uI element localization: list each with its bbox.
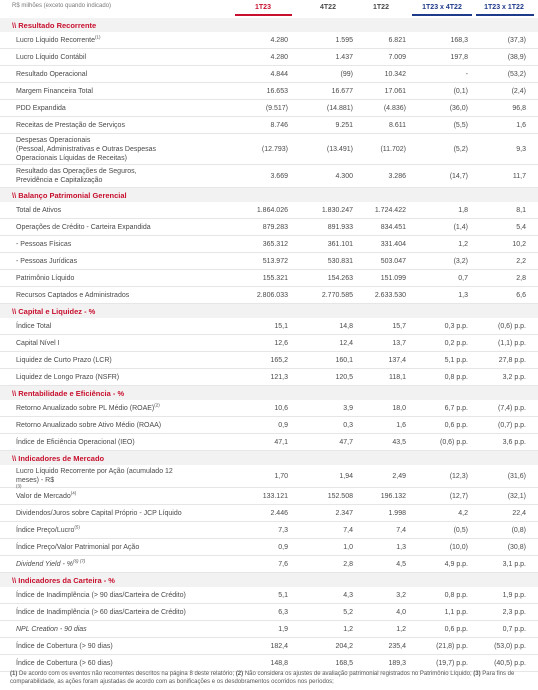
row-value: 13,7 — [392, 339, 406, 347]
row-label-text: Índice de Inadimplência (> 60 dias/Carteira de Crédito) — [16, 608, 186, 616]
row-value: 196.132 — [380, 492, 406, 500]
table-row — [0, 165, 538, 188]
row-value: 43,5 — [392, 438, 406, 446]
row-value: 8.611 — [389, 121, 406, 129]
row-value: 5,1 p.p. — [444, 356, 468, 364]
row-label — [16, 87, 93, 96]
row-value: 4,9 p.p. — [444, 560, 468, 568]
row-value: 365.312 — [262, 240, 288, 248]
table-row — [0, 318, 538, 335]
row-label — [16, 206, 61, 215]
row-label-text: Dividendos/Juros sobre Capital Próprio - JCP Líquido — [16, 509, 182, 517]
row-label — [16, 167, 137, 185]
table-row — [0, 32, 538, 49]
table-row — [0, 270, 538, 287]
row-value: 6,3 — [278, 608, 288, 616]
row-value: 16.677 — [331, 87, 353, 95]
row-value: 1,2 — [458, 240, 468, 248]
section-header — [0, 386, 538, 400]
row-value: (11.702) — [380, 145, 406, 153]
table-header — [0, 0, 538, 18]
row-value: 10,6 — [274, 404, 288, 412]
row-value: 0,7 — [458, 274, 468, 282]
row-value: (36,0) — [449, 104, 468, 112]
row-value: 2,8 — [343, 560, 353, 568]
row-value: 5,4 — [516, 223, 526, 231]
section-header — [0, 304, 538, 318]
row-value: 168,3 — [450, 36, 468, 44]
section-title: \\ Capital e Liquidez - % — [12, 307, 96, 316]
section-title: \\ Indicadores de Mercado — [12, 454, 105, 463]
row-value: 1,8 — [458, 206, 468, 214]
row-value: 168,5 — [335, 659, 353, 667]
row-value: 1,6 — [516, 121, 526, 129]
row-label — [16, 591, 186, 600]
row-value: 14,8 — [339, 322, 353, 330]
row-value: 1,2 — [343, 625, 353, 633]
table-row — [0, 587, 538, 604]
row-value: 6,7 p.p. — [444, 404, 468, 412]
row-value: 121,3 — [270, 373, 288, 381]
row-value: 9.251 — [335, 121, 353, 129]
table-row — [0, 335, 538, 352]
row-value: 137,4 — [388, 356, 406, 364]
row-value: (10,0) — [449, 543, 468, 551]
row-label-text: Margem Financeira Total — [16, 87, 93, 95]
section-title: \\ Indicadores da Carteira - % — [12, 576, 115, 585]
row-value: (3,2) — [453, 257, 468, 265]
row-value: (99) — [340, 70, 353, 78]
row-value: (4.836) — [383, 104, 406, 112]
row-label — [16, 438, 135, 447]
row-value: 1.595 — [335, 36, 353, 44]
section-header — [0, 573, 538, 587]
row-value: 0,8 p.p. — [444, 373, 468, 381]
row-value: (19,7) p.p. — [436, 659, 468, 667]
row-value: 1.830.247 — [321, 206, 353, 214]
row-value: (13.491) — [326, 145, 353, 153]
row-label — [16, 274, 74, 283]
row-value: 0,8 p.p. — [444, 591, 468, 599]
row-value: (0,7) p.p. — [497, 421, 526, 429]
row-label-text: Receitas de Prestação de Serviços — [16, 121, 125, 129]
row-label-text: Índice de Eficiência Operacional (IEO) — [16, 438, 135, 446]
row-label-text: Valor de Mercado — [16, 492, 71, 500]
row-label-line: meses) - R$ — [16, 477, 55, 484]
row-value: (14.881) — [326, 104, 353, 112]
footnote-marker: (5) — [74, 524, 80, 530]
row-value: (9.517) — [265, 104, 288, 112]
row-value: 3.669 — [270, 172, 288, 180]
row-value: 7,4 — [396, 526, 406, 534]
row-value: 235,4 — [388, 642, 406, 650]
row-value: (5,5) — [453, 121, 468, 129]
row-label-text: - Pessoas Jurídicas — [16, 257, 78, 265]
row-label — [16, 240, 71, 249]
row-value: 8.746 — [270, 121, 288, 129]
table-row — [0, 638, 538, 655]
row-value: 3.286 — [388, 172, 406, 180]
row-value: 1,94 — [339, 472, 353, 480]
row-value: 11,7 — [512, 172, 526, 180]
row-label — [16, 322, 51, 331]
row-value: 2.446 — [270, 509, 288, 517]
footnote-marker: (3) — [16, 483, 22, 489]
footnote-marker: (2) — [154, 402, 160, 408]
row-value: 160,1 — [335, 356, 353, 364]
row-value: 5,2 — [343, 608, 353, 616]
row-value: 6,6 — [516, 291, 526, 299]
table-row — [0, 236, 538, 253]
col-header-1t23-x-4t22: 1T23 x 4T22 — [422, 4, 462, 11]
row-value: 165,2 — [270, 356, 288, 364]
row-value: 7,6 — [278, 560, 288, 568]
col-underline-1t23 — [235, 14, 292, 16]
row-value: 1,70 — [274, 472, 288, 480]
row-label-line: Lucro Líquido Recorrente por Ação (acumulado 12 — [16, 468, 173, 475]
row-label — [16, 356, 112, 365]
table-row — [0, 100, 538, 117]
row-value: 1,2 — [396, 625, 406, 633]
row-label — [16, 659, 113, 668]
row-label-text: Índice Total — [16, 322, 52, 330]
row-label-text: Índice Preço/Lucro — [16, 526, 75, 534]
section-header — [0, 18, 538, 32]
row-value: 27,8 p.p. — [498, 356, 526, 364]
row-value: 361.101 — [327, 240, 353, 248]
row-value: (21,8) p.p. — [436, 642, 468, 650]
table-row — [0, 219, 538, 236]
row-value: (0,8) — [511, 526, 526, 534]
row-value: 148,8 — [270, 659, 288, 667]
row-value: 15,1 — [274, 322, 288, 330]
row-label-line: (Pessoal, Administrativas e Outras Despesas — [16, 145, 157, 153]
row-value: 15,7 — [392, 322, 406, 330]
row-value: 1.864.026 — [256, 206, 288, 214]
row-value: 2.347 — [335, 509, 353, 517]
row-value: 5,1 — [278, 591, 288, 599]
row-value: 7.009 — [388, 53, 406, 61]
row-label-text: Resultado Operacional — [16, 70, 88, 78]
row-label — [16, 70, 87, 79]
footnote-marker: (4) — [70, 490, 77, 496]
row-label-text: - Pessoas Físicas — [16, 240, 72, 248]
table-row — [0, 352, 538, 369]
row-value: 0,2 p.p. — [444, 339, 468, 347]
section-header — [0, 188, 538, 202]
row-label — [16, 339, 60, 348]
row-value: (32,1) — [507, 492, 526, 500]
col-underline-1t23-x-1t22 — [476, 14, 534, 16]
row-label-text: Retorno Anualizado sobre Ativo Médio (ROAA) — [16, 421, 162, 429]
row-value: 120,5 — [335, 373, 353, 381]
table-row — [0, 134, 538, 165]
table-row — [0, 522, 538, 539]
row-value: 2.806.033 — [256, 291, 288, 299]
row-label-text: Patrimônio Líquido — [16, 274, 75, 282]
row-label-text: Dividend Yield - % — [16, 560, 73, 568]
row-value: 4.280 — [270, 36, 288, 44]
table-row — [0, 400, 538, 417]
row-value: 7,4 — [343, 526, 353, 534]
row-value: 2,8 — [516, 274, 526, 282]
row-value: (1,1) p.p. — [497, 339, 526, 347]
row-label — [16, 560, 85, 569]
row-label-text: NPL Creation - 90 dias — [16, 625, 87, 633]
row-label-text: Índice de Cobertura (> 60 dias) — [16, 659, 113, 667]
row-value: 18,0 — [392, 404, 406, 412]
row-value: 4,5 — [396, 560, 406, 568]
row-value: 10.342 — [384, 70, 406, 78]
row-label-line: Despesas Operacionais — [16, 136, 91, 144]
row-label-text: Recursos Captados e Administrados — [16, 291, 130, 299]
row-value: (12.793) — [261, 145, 288, 153]
row-value: (53,0) p.p. — [494, 642, 526, 650]
row-value: (38,9) — [507, 53, 526, 61]
col-header-1t22: 1T22 — [373, 4, 389, 11]
row-label-text: Índice de Cobertura (> 90 dias) — [16, 642, 113, 650]
row-value: (2,4) — [511, 87, 526, 95]
row-value: (0,1) — [453, 87, 468, 95]
row-value: 3,1 p.p. — [502, 560, 526, 568]
row-label — [16, 608, 186, 617]
row-label — [16, 404, 160, 413]
row-value: 7,3 — [278, 526, 288, 534]
table-row — [0, 117, 538, 134]
row-value: 331.404 — [380, 240, 406, 248]
row-label-line: Operacionais Líquidas de Receitas) — [16, 154, 127, 162]
col-header-1t23: 1T23 — [255, 4, 271, 11]
row-value: (7,4) p.p. — [497, 404, 526, 412]
row-value: (40,5) p.p. — [494, 659, 526, 667]
row-value: 879.283 — [262, 223, 288, 231]
row-label — [16, 136, 156, 163]
row-label — [16, 257, 77, 266]
row-label — [16, 104, 66, 113]
row-value: (30,8) — [507, 543, 526, 551]
row-label-text: Lucro Líquido Recorrente — [16, 36, 95, 44]
row-label-text: Total de Ativos — [16, 206, 62, 214]
row-label-line: Resultado das Operações de Seguros, — [16, 168, 137, 175]
row-label — [16, 421, 161, 430]
footnote-marker: (1) — [95, 34, 101, 40]
row-label-text: Índice de Inadimplência (> 90 dias/Carteira de Crédito) — [16, 591, 186, 599]
table-row — [0, 556, 538, 573]
row-value: 1,6 — [396, 421, 406, 429]
table-row — [0, 539, 538, 556]
row-value: 3,2 — [396, 591, 406, 599]
row-value: 133.121 — [262, 492, 288, 500]
row-value: (14,7) — [449, 172, 468, 180]
row-value: 2.770.585 — [321, 291, 353, 299]
row-value: 3,9 — [343, 404, 353, 412]
row-value: 0,7 p.p. — [502, 625, 526, 633]
row-value: 891.933 — [327, 223, 353, 231]
row-value: - — [465, 70, 468, 78]
section-title: \\ Resultado Recorrente — [12, 21, 97, 30]
row-label — [16, 53, 86, 62]
row-value: 118,1 — [389, 373, 406, 381]
table-row — [0, 369, 538, 386]
row-value: 4,0 — [396, 608, 406, 616]
table-row — [0, 253, 538, 270]
table-row — [0, 49, 538, 66]
row-label — [16, 373, 119, 382]
table-row — [0, 417, 538, 434]
row-label-text: Capital Nível I — [16, 339, 60, 347]
row-value: 1.998 — [388, 509, 406, 517]
section-title: \\ Balanço Patrimonial Gerencial — [12, 191, 127, 200]
row-label-text: Liquidez de Curto Prazo (LCR) — [16, 356, 112, 364]
row-value: 204,2 — [335, 642, 353, 650]
row-value: 0,6 p.p. — [444, 421, 468, 429]
row-value: 4,3 — [343, 591, 353, 599]
section-header — [0, 451, 538, 465]
col-header-1t23-x-1t22: 1T23 x 1T22 — [484, 4, 524, 11]
row-value: 834.451 — [380, 223, 406, 231]
table-row — [0, 202, 538, 219]
footnote-marker: (6) (7) — [72, 558, 86, 564]
row-value: 12,6 — [274, 339, 288, 347]
row-value: 3,2 p.p. — [502, 373, 526, 381]
col-underline-1t23-x-4t22 — [412, 14, 472, 16]
row-value: 0,3 — [343, 421, 353, 429]
row-value: 513.972 — [262, 257, 288, 265]
row-value: 10,2 — [512, 240, 526, 248]
row-label — [16, 492, 76, 501]
row-value: 4.844 — [270, 70, 288, 78]
row-label-text: Índice Preço/Valor Patrimonial por Ação — [16, 543, 140, 551]
row-value: 197,8 — [450, 53, 468, 61]
row-value: 4,2 — [458, 509, 468, 517]
section-title: \\ Rentabilidade e Eficiência - % — [12, 389, 125, 398]
table-row — [0, 434, 538, 451]
row-value: (12,3) — [449, 472, 468, 480]
row-label — [16, 223, 151, 232]
footnote: (1) De acordo com os eventos não recorrentes descritos na página 8 deste relatório; (2) Não considera os ajustes de avaliação patrimonial registrados no Patrimônio Líquido; (3) Para fins de comparabilidade, as ações foram ajustadas de acordo com as bonificações e os desdobramentos ocorridos nos períodos; — [10, 671, 515, 685]
row-value: 17.061 — [384, 87, 406, 95]
row-value: (31,6) — [507, 472, 526, 480]
row-value: (1,4) — [453, 223, 468, 231]
row-value: 2,49 — [392, 472, 406, 480]
row-label — [16, 625, 87, 634]
row-value: (0,6) p.p. — [439, 438, 468, 446]
row-label — [16, 121, 125, 130]
row-value: 1,3 — [396, 543, 406, 551]
table-row — [0, 604, 538, 621]
row-value: 2,3 p.p. — [502, 608, 526, 616]
row-value: 47,1 — [274, 438, 288, 446]
row-value: 0,3 p.p. — [444, 322, 468, 330]
row-label-text: Retorno Anualizado sobre PL Médio (ROAE) — [16, 404, 155, 412]
row-value: 189,3 — [388, 659, 406, 667]
row-value: 4.300 — [335, 172, 353, 180]
table-row — [0, 465, 538, 488]
row-value: 2,2 — [516, 257, 526, 265]
row-label-line: Previdência e Capitalização — [16, 177, 103, 184]
row-label — [16, 36, 101, 45]
table-row — [0, 505, 538, 522]
row-value: 0,6 p.p. — [444, 625, 468, 633]
row-value: 3,6 p.p. — [502, 438, 526, 446]
row-value: 6.821 — [388, 36, 406, 44]
row-label-text: Liquidez de Longo Prazo (NSFR) — [16, 373, 120, 381]
row-value: (37,3) — [507, 36, 526, 44]
row-value: 1.724.422 — [374, 206, 406, 214]
unit-note: R$ milhões (exceto quando indicado) — [12, 3, 112, 9]
row-label-text: PDD Expandida — [16, 104, 66, 112]
row-value: (12,7) — [449, 492, 468, 500]
row-value: 2.633.530 — [374, 291, 406, 299]
table-row — [0, 287, 538, 304]
row-value: 182,4 — [270, 642, 288, 650]
row-value: 12,4 — [339, 339, 353, 347]
row-label-text: Lucro Líquido Contábil — [16, 53, 87, 61]
row-value: (5,2) — [453, 145, 468, 153]
row-label-text: Operações de Crédito - Carteira Expandida — [16, 223, 151, 231]
row-value: 152.508 — [327, 492, 353, 500]
row-value: 1,0 — [343, 543, 353, 551]
table-row — [0, 66, 538, 83]
table-row — [0, 83, 538, 100]
row-value: 16.653 — [266, 87, 288, 95]
col-header-4t22: 4T22 — [320, 4, 336, 11]
row-label — [16, 642, 113, 651]
row-value: 503.047 — [380, 257, 406, 265]
row-value: 1,3 — [458, 291, 468, 299]
row-value: 151.099 — [380, 274, 406, 282]
row-value: 1,9 — [278, 625, 288, 633]
row-value: 22,4 — [512, 509, 526, 517]
row-value: 47,7 — [339, 438, 353, 446]
row-value: 0,9 — [278, 543, 288, 551]
table-row — [0, 621, 538, 638]
row-value: (0,6) p.p. — [497, 322, 526, 330]
row-value: (53,2) — [507, 70, 526, 78]
row-value: 1,9 p.p. — [502, 591, 526, 599]
table-row — [0, 488, 538, 505]
row-value: 1.437 — [335, 53, 353, 61]
row-value: 96,8 — [512, 104, 526, 112]
row-label — [16, 526, 80, 535]
row-value: (0,5) — [453, 526, 468, 534]
row-value: 8,1 — [516, 206, 526, 214]
row-value: 9,3 — [516, 145, 526, 153]
row-value: 154.263 — [327, 274, 353, 282]
row-value: 0,9 — [278, 421, 288, 429]
row-label — [16, 291, 129, 300]
row-value: 1,1 p.p. — [444, 608, 468, 616]
row-label — [16, 509, 182, 518]
row-value: 530.831 — [327, 257, 353, 265]
row-label — [16, 543, 139, 552]
row-value: 4.280 — [270, 53, 288, 61]
row-value: 155.321 — [262, 274, 288, 282]
